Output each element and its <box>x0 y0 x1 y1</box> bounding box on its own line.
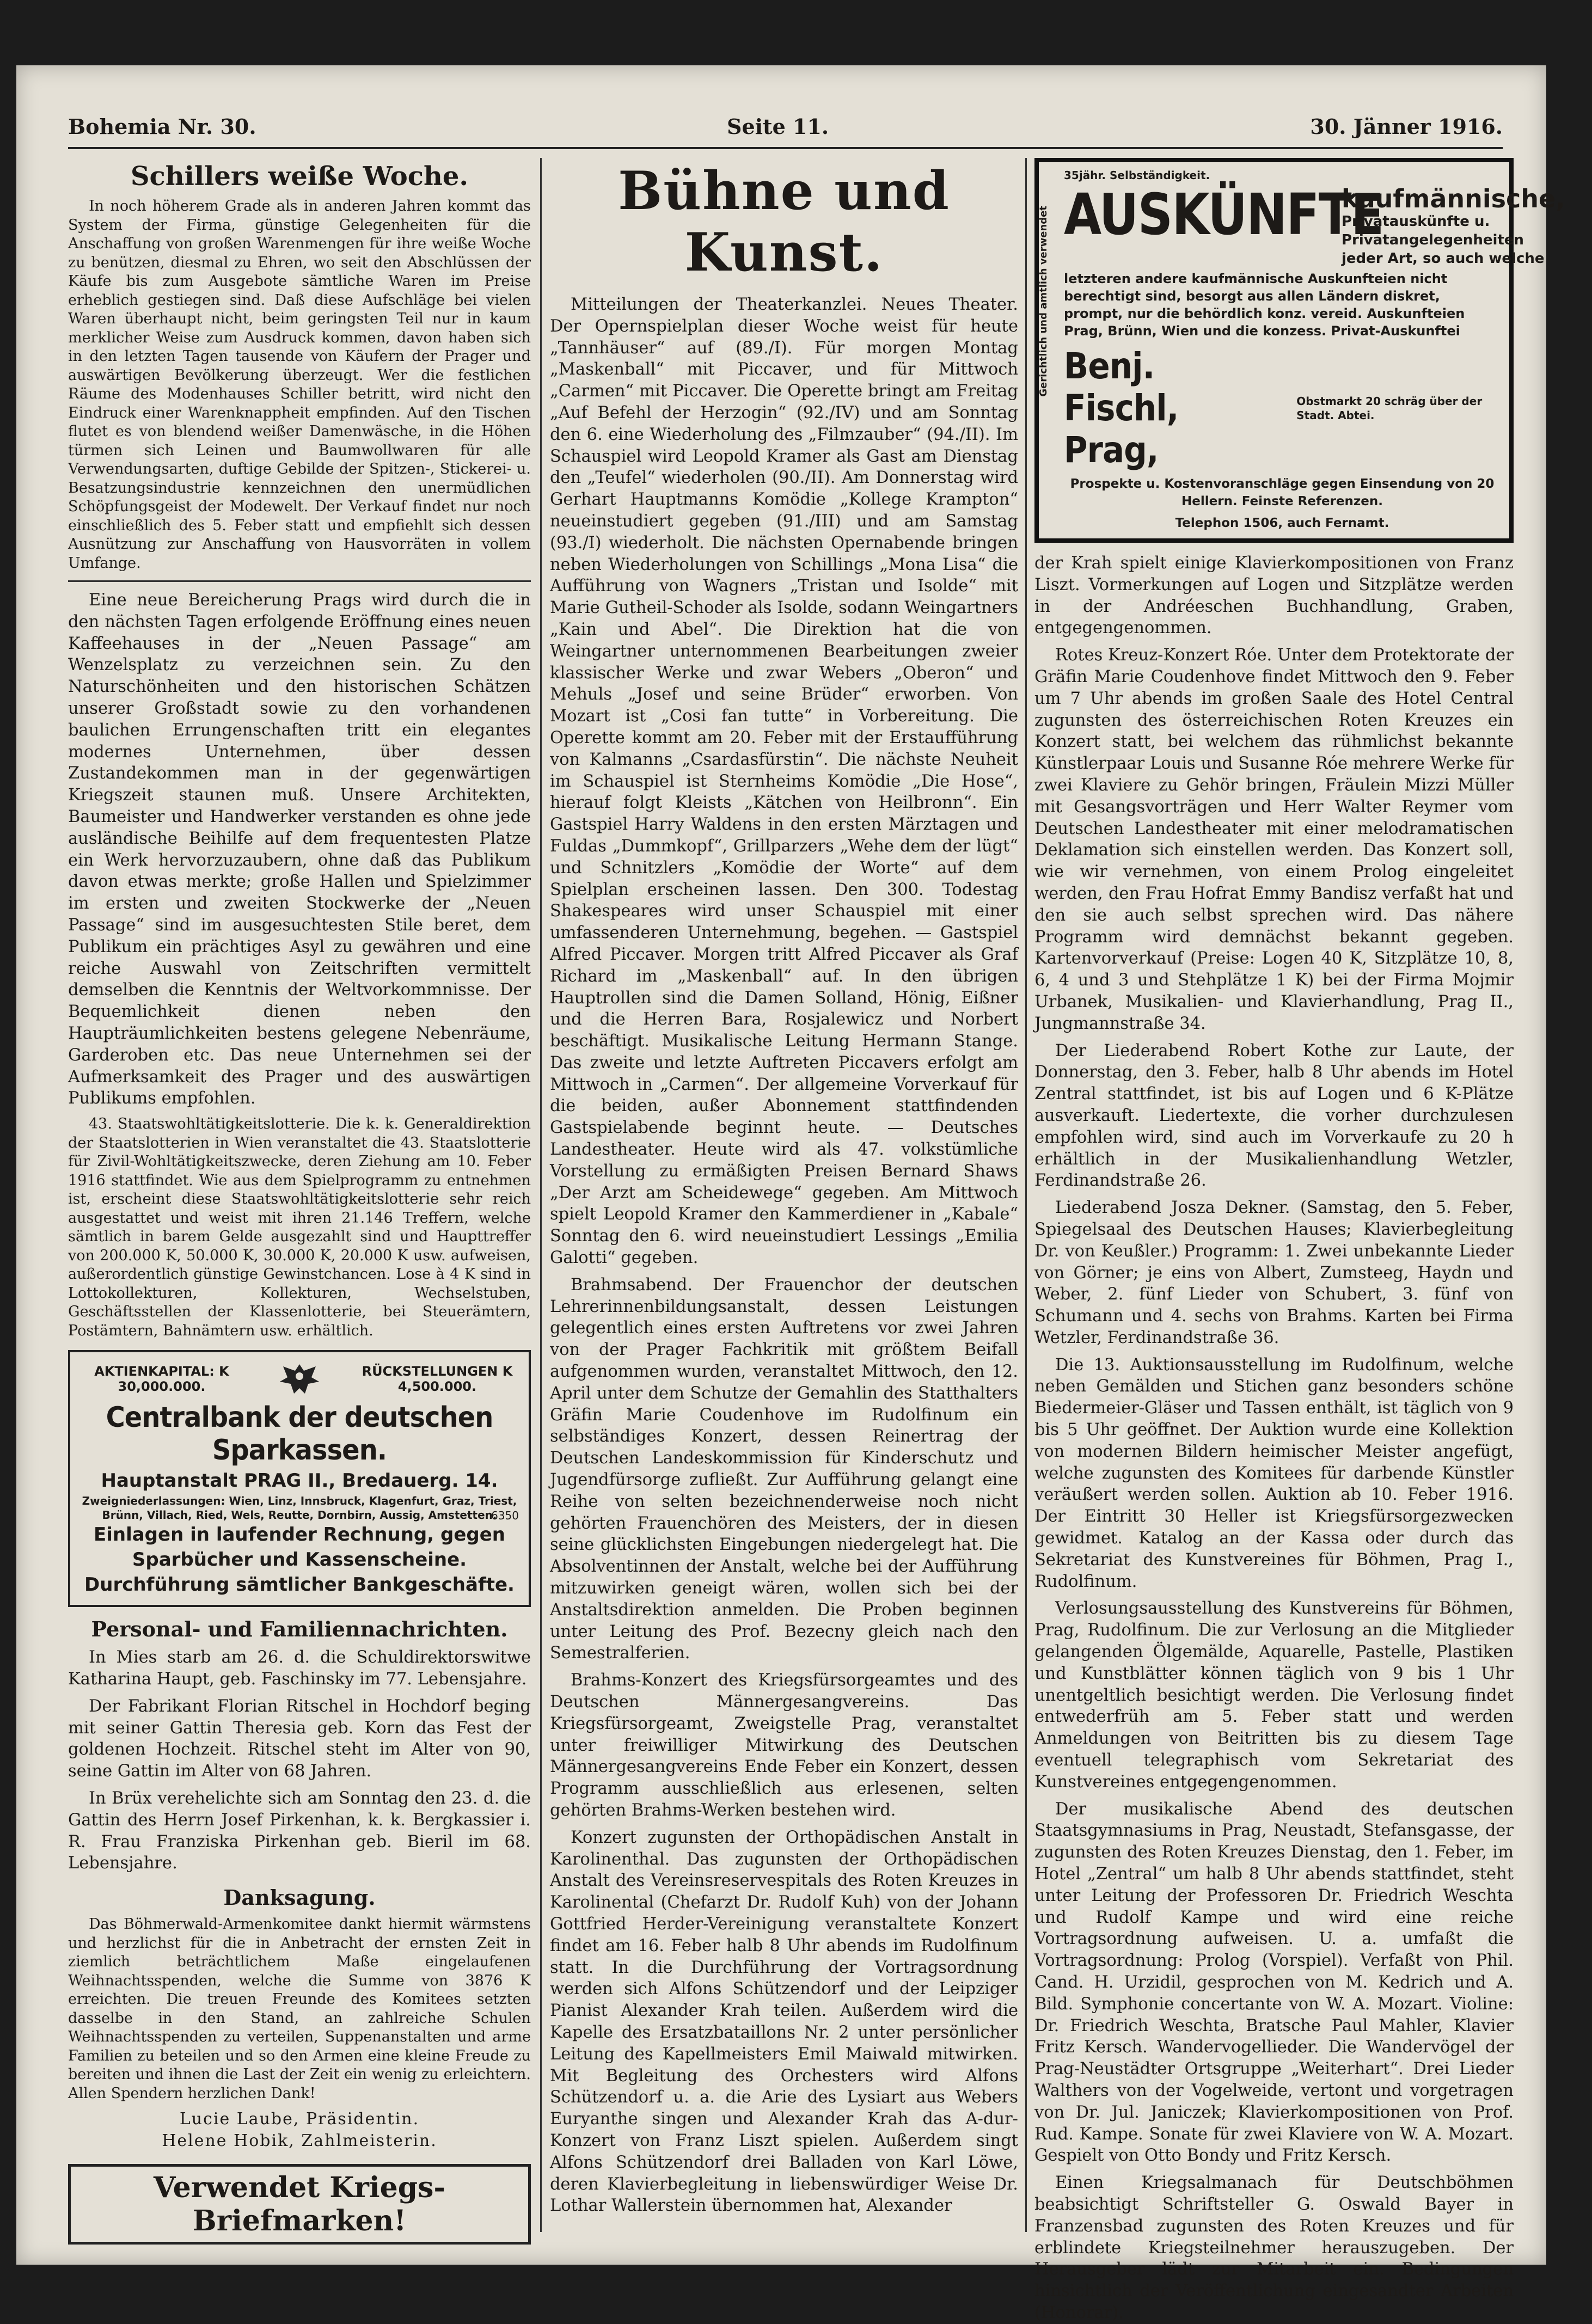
article-auktion: Die 13. Auktionsausstellung im Rudolfinum, welche neben Gemälden und Stichen ganz besonders schöne Biedermeier-Gläser und Tassen enthält, ist täglich von 9 bis 5 Uhr geöffnet. Der Auktion wurde eine Kollektion von modernen Bildern heimischer Meister angefügt, welche zugunsten des Komitees für darbende Künstler veräußert werden sollen. Auktion ab 10. Feber 1916. Der Eintritt 30 Heller ist Kriegsfürsorgezwecken gewidmet. Katalog an der Kassa oder durch das Sekretariat des Kunstvereines für Böhmen, Prag I., Rudolfinum. <box>1034 1355 1514 1591</box>
article-liederabend-kothe: Der Liederabend Robert Kothe zur Laute, der Donnerstag, den 3. Feber, halb 8 Uhr abends im Hotel Zentral stattfindet, ist bis auf Logen und 6 K-Plätze ausverkauft. Liedertexte, die vorher durchzulesen empfohlen wird, sind auch im Vorverkaufe zu 20 h erhältlich in der Musikalienhandlung Wetzler, Ferdinandstraße 26. <box>1034 1041 1514 1191</box>
article-title-weisse-woche: Schillers weiße Woche. <box>130 161 469 192</box>
bank-capital: AKTIENKAPITAL: K 30,000.000. <box>94 1364 229 1395</box>
article-orthopaedie: Konzert zugunsten der Orthopädischen Anstalt in Karolinenthal. Das zugunsten der Orthopädischen Anstalt des Vereinsreservespitals des Roten Kreuzes in Karolinental (Chefarzt Dr. Rudolf Kuh) von der Johann Gottfried Herder-Vereinigung veranstaltete Konzert findet am 16. Feber halb 8 Uhr abends im Rudolfinum statt. In die Durchführung der Vortragsordnung werden sich Alfons Schützendorf und der Leipziger Pianist Alexander Krah teilen. Außerdem wird die Kapelle des Ersatzbataillons Nr. 2 unter persönlicher Leitung des Kapellmeisters Emil Maiwald mitwirken. Mit Begleitung des Orchesters wird Alfons Schützendorf u. a. die Arie des Lysiart aus Webers Euryanthe singen und Alexander Krah das A-dur-Konzert von Franz Liszt spielen. Außerdem singt Alfons Schützendorf drei Balladen von Karl Löwe, deren Klavierbegleitung in liebenswürdiger Weise Dr. Lothar Wallerstein übernommen hat, Alexander <box>550 1828 1018 2216</box>
header-date: 30. Jänner 1916. <box>1310 114 1503 139</box>
personal-item-2: Der Fabrikant Florian Ritschel in Hochdorf beging mit seiner Gattin Theresia geb. Korn das Fest der goldenen Hochzeit. Ritschel steht im Alter von 90, seine Gattin im Alter von 68 Jahren. <box>68 1696 531 1781</box>
section-title-personal: Personal- und Familiennachrichten. <box>91 1617 508 1642</box>
article-lotterie: 43. Staatswohltätigkeitslotterie. Die k. k. Generaldirektion der Staatslotterien in Wien veranstaltet die 43. Staatslotterie für Zivil-Wohltätigkeitszwecke, deren Ziehung am 10. Feber 1916 stattfindet. Wie aus dem Spielprogramm zu entnehmen ist, erscheint diese Staatswohltätigkeitslotterie sehr reich ausgestattet und weist mit ihren 21.146 Treffern, welche sämtlich in barem Gelde ausgezahlt sind und Haupttreffer von 200.000 K, 50.000 K, 30.000 K, 20.000 K usw. aufweisen, außerordentlich günstige Gewinstchancen. Lose à 4 K sind in Lottokollekturen, Kollekturen, Wechselstuben, Geschäftsstellen der Klassenlotterie, bei Steuerämtern, Postämtern, Bahnämtern usw. erhältlich. <box>68 1115 531 1339</box>
column-2 <box>550 158 1018 2243</box>
header-page-number: Seite 11. <box>727 114 829 139</box>
section-title-danksagung: Danksagung. <box>223 1885 376 1910</box>
article-krah-cont: der Krah spielt einige Klavierkompositionen von Franz Liszt. Vormerkungen auf Logen und Sitzplätze werden in der Andréeschen Buchhandlung, Graben, entgegengenommen. <box>1034 554 1514 638</box>
article-kriegsalmanach: Einen Kriegsalmanach für Deutschböhmen beabsichtigt Schriftsteller G. Oswald Bayer in Franzensbad zugunsten des Roten Kreuzes und für erblindete Kriegsteilnehmer herauszugeben. Der Herausgeber lädt zur Mitarbeit ein. Bedingungen hinsichtlich der Veröffentlichung eingesandter Arbeiten (Honorar). <box>1034 2173 1514 2322</box>
personal-item-3: In Brüx verehelichte sich am Sonntag den 23. d. die Gattin des Herrn Josef Pirkenhan, k. k. Bergkassier i. R. Frau Franziska Pirkenhan geb. Bieril im 68. Lebensjahre. <box>68 1788 531 1873</box>
bank-name: Centralbank der deutschen Sparkassen. <box>106 1401 493 1467</box>
ausk-firm-name: Benj. Fischl, Prag, <box>1064 345 1179 471</box>
column-3 <box>1034 158 1565 2322</box>
article-rotes-kreuz-konzert: Rotes Kreuz-Konzert Róe. Unter dem Protektorate der Gräfin Marie Coudenhove findet Mittwoch den 9. Feber um 7 Uhr abends im großen Saale des Hotel Central zugunsten des österreichischen Roten Kreuzes ein Konzert statt, bei welchem das rühmlichst bekannte Künstlerpaar Louis und Susanne Róe mehrere Werke für zwei Klaviere zu Gehör bringen, Fräulein Mizzi Müller mit Gesangsvorträgen und Herr Walter Reymer vom Deutschen Landestheater mit einer melodramatischen Deklamation sich einstellen werden. Das Konzert soll, wie wir vernehmen, von einem Prolog eingeleitet werden, den Frau Hofrat Emmy Bandisz verfaßt hat und den sie auch selbst sprechen wird. Das nähere Programm wird demnächst bekannt gegeben. Kartenvorverkauf (Preise: Logen 40 K, Sitzplätze 10, 8, 6, 4 und 3 und Stehplätze 1 K) bei der Firma Mojmir Urbanek, Musikalien- und Klavierhandlung, Prag II., Jungmannstraße 34. <box>1034 646 1514 1033</box>
auskuenfte-advertisement <box>1034 158 1565 543</box>
article-musikabend: Der musikalische Abend des deutschen Staatsgymnasiums in Prag, Neustadt, Stefansgasse, der zugunsten des Roten Kreuzes Dienstag, den 1. Feber, im Hotel „Zentral“ um halb 8 Uhr abends stattfindet, steht unter Leitung der Professoren Dr. Friedrich Weschta und Rudolf Kampe und wird eine reiche Vortragsordnung aufweisen. U. a. umfaßt die Vortragsordnung: Prolog (Vorspiel). Verfaßt von Phil. Cand. H. Urzidil, gesprochen von M. Kedrich und A. Bild. Symphonie concertante von W. A. Mozart. Violine: Dr. Friedrich Weschta, Bratsche Paul Mahler, Klavier Fritz Kersch. Wandervogellieder. Die Wandervögel der Prag-Neustädter Ortsgruppe „Weiterhart“. Drei Lieder Walthers von der Vogelweide, vertont und vorgetragen von Dr. Jul. Janiczek; Klavierkompositionen von Prof. Rud. Kampe. Sonate für zwei Klaviere von W. A. Mozart. Gespielt von Otto Bondy und Fritz Kersch. <box>1034 1799 1514 2166</box>
kriegs-briefmarken-box: Verwendet Kriegs-Briefmarken! <box>68 2164 531 2245</box>
page-header <box>68 109 1503 149</box>
bank-branches: Zweigniederlassungen: Wien, Linz, Innsbruck, Klagenfurt, Graz, Triest, Brünn, Villach, Ried, Wels, Reutte, Dornbirn, Aussig, Amstetten. <box>82 1494 517 1522</box>
article-brahms-konzert: Brahms-Konzert des Kriegsfürsorgeamtes und des Deutschen Männergesangvereins. Das Kriegsfürsorgeamt, Zweigstelle Prag, veranstaltet unter freiwilliger Mitwirkung des Deutschen Männergesangvereins Ende Feber ein Konzert, dessen Programm ausschließlich aus erlesenen, selten gehörten Brahms-Werken bestehen wird. <box>550 1671 1018 1820</box>
signature-2: Helene Hobik, Zahlmeisterin. <box>162 2131 437 2151</box>
article-weisse-woche: In noch höherem Grade als in anderen Jahren kommt das System der Firma, günstige Gelegenheiten für die Anschaffung von großen Warenmengen für ihre weiße Woche zu benützen, diesmal zu Ehren, wo seit den Abschlüssen der Käufe bis zum Ausgebote sämtliche Waren im Preise erheblich gestiegen sind. Daß diese Aufschläge bei vielen Waren überhaupt nicht, beim geringsten Teil nur in kaum merklicher Weise zum Ausdruck kommen, davon haben sich in den letzten Tagen tausende von Käufern der Prager und auswärtigen Bevölkerung überzeugt. Wer die festlichen Räume des Modenhauses Schiller betritt, wird nicht den Eindruck einer Warenknappheit empfinden. Auf den Tischen flutet es von blendend weißer Damenwäsche, in die Höhen türmen sich Leinen und Baumwollwaren für alle Verwendungsarten, duftige Gebilde der Spitzen-, Stickerei- u. Besatzungsindustrie kennzeichnen den unermüdlichen Schöpfungsgeist der Modewelt. Der Verkauf findet nur noch einschließlich des 5. Feber statt und empfiehlt sich dessen Ausnützung zur Anschaffung von Hausvorräten in vollem Umfange. <box>68 198 531 572</box>
personal-item-1: In Mies starb am 26. d. die Schuldirektorswitwe Katharina Haupt, geb. Faschinsky im 77. Lebensjahre. <box>68 1648 531 1689</box>
article-brahmsabend: Brahmsabend. Der Frauenchor der deutschen Lehrerinnenbildungsanstalt, dessen Leistungen gelegentlich eines ersten Auftretens vor zwei Jahren von der Prager Fachkritik mit größtem Beifall aufgenommen wurden, veranstaltet Mittwoch, den 12. April unter dem Schutze der Gemahlin des Statthalters Gräfin Marie Coudenhove im Rudolfinum ein selbständiges Konzert, dessen Reinertrag der Deutschen Landeskommission für Kinderschutz und Jugendfürsorge zufließt. Zur Aufführung gelangt eine Reihe von selten bezeichnenderweise noch nicht gehörten Frauenchören des Meisters, der in diesen seine glücklichsten Eingebungen niedergelegt hat. Die Absolventinnen der Anstalt, welche bei der Aufführung mitzuwirken geneigt wären, wollen sich bei der Anstaltsdirektion anmelden. Die Proben beginnen unter Leitung des Prof. Bezecny gleich nach den Semestralferien. <box>550 1275 1018 1663</box>
article-theater: Mitteilungen der Theaterkanzlei. Neues Theater. Der Opernspielplan dieser Woche weist für heute „Tannhäuser“ auf (89./I). Für morgen Montag „Maskenball“ mit Piccaver, und für Mittwoch „Carmen“ mit Piccaver. Die Operette bringt am Freitag „Auf Befehl der Herzogin“ (92./IV) und am Sonntag den 6. eine Wiederholung des „Filmzauber“ (94./II). Im Schauspiel wird Leopold Kramer als Gast am Dienstag den „Teufel“ wiederholen (90./II). Am Donnerstag wird Gerhart Hauptmanns Komödie „Kollege Krampton“ neueinstudiert gegeben (91./III) und am Samstag (93./I) wiederholt. Die nächsten Opernabende bringen neben Wiederholungen von Schillings „Mona Lisa“ die Aufführung von Wagners „Tristan und Isolde“ mit Marie Gutheil-Schoder als Isolde, sodann Weingartners „Kain und Abel“. Die Direktion hat die von Weingartner unternommenen Bearbeitungen zweier klassischer Werke und zwar Webers „Oberon“ und Mehuls „Josef und seine Brüder“ erworben. Von Mozart ist „Cosi fan tutte“ in Vorbereitung. Die Operette kommt am 20. Feber mit der Erstaufführung von Kalmanns „Csardasfürstin“. Die nächste Neuheit im Schauspiel ist Sternheims Komödie „Die Hose“, hierauf folgt Kleists „Kätchen von Heilbronn“. Ein Gastspiel Harry Waldens in den ersten Märztagen und Fuldas „Dummkopf“, Grillparzers „Wehe dem der lügt“ und Schnitzlers „Komödie der Worte“ auf dem Spielplan erscheinen lassen. Den 300. Todestag Shakespeares wird unser Schauspiel mit einer umfassenderen Unternehmung, begehen. — Gastspiel Alfred Piccaver. Morgen tritt Alfred Piccaver als Graf Richard im „Maskenball“ auf. In den übrigen Hauptrollen sind die Damen Solland, Hönig, Eißner und die Herren Bara, Rosjalewicz und Norbert beschäftigt. Musikalische Leitung Hermann Stange. Das zweite und letzte Auftreten Piccavers erfolgt am Mittwoch in „Carmen“. Der allgemeine Vorverkauf für die beiden, außer Abonnement stattfindenden Gastspielabende beginnt heute. — Deutsches Landestheater. Heute wird als 47. volkstümliche Vorstellung zu ermäßigten Preisen Bernard Shaws „Der Arzt am Scheidewege“ gegeben. Am Mittwoch spielt Leopold Kramer den Kammerdiener in „Kabale“ Sonntag den 6. wird neueinstudiert Lessings „Emilia Galotti“ gegeben. <box>550 295 1018 1268</box>
ausk-vertical-note: Gerichtlich und amtlich verwendet <box>1038 206 1049 397</box>
bank-line-2: Sparbücher und Kassenscheine. <box>132 1549 467 1571</box>
column-1 <box>68 158 531 2243</box>
bank-ad-code: 6350 <box>491 1509 519 1523</box>
danksagung-text: Das Böhmerwald-Armenkomitee dankt hiermit wärmstens und herzlichst für die in Anbetracht der ernsten Zeit in ziemlich beträchtlichem Maße eingelaufenen Weihnachtsspenden, welche die Summe von 3876 K erreichten. Die treuen Freunde des Komitees setzten dasselbe in den Stand, an zahlreiche Schulen Weihnachtsspenden zu verteilen, Suppenanstalten und arme Familien zu beteilen und so den Armen eine kleine Freude zu bereiten und ihnen die Last der Zeit ein wenig zu erleichtern. Allen Spendern herzlichen Dank! <box>68 1916 531 2102</box>
ausk-body: letzteren andere kaufmännische Auskunfteien nicht berechtigt sind, besorgt aus allen Ländern diskret, prompt, nur die behördlich konz. vereid. Auskunfteien Prag, Brünn, Wien und die konzess. Privat-Auskunftei <box>1064 271 1465 339</box>
signature-1: Lucie Laube, Präsidentin. <box>179 2110 420 2129</box>
column-rule-1 <box>540 158 542 2232</box>
bank-advertisement <box>68 1350 531 1607</box>
ausk-footer-1: Prospekte u. Kostenvoranschläge gegen Einsendung von 20 Hellern. Feinste Referenzen. <box>1070 477 1495 508</box>
bank-reserves: RÜCKSTELLUNGEN K 4,500.000. <box>362 1364 513 1395</box>
ausk-footer-2: Telephon 1506, auch Fernamt. <box>1175 516 1389 530</box>
newspaper-page <box>16 65 1565 2322</box>
ausk-headline: AUSKÜNFTE <box>1064 181 1383 248</box>
ausk-firm-address: Obstmarkt 20 schräg über der Stadt. Abtei. <box>1296 394 1483 422</box>
bank-headquarters: Hauptanstalt PRAG II., Bredauerg. 14. <box>101 1470 498 1492</box>
bank-line-3: Durchführung sämtlicher Bankgeschäfte. <box>84 1574 515 1596</box>
section-title-buehne: Bühne und Kunst. <box>618 160 950 283</box>
ausk-side-1: kaufmännische, <box>1342 184 1565 213</box>
bank-line-1: Einlagen in laufender Rechnung, gegen <box>94 1524 505 1546</box>
divider <box>68 580 531 582</box>
ausk-top-line: 35jähr. Selbständigkeit. <box>1064 169 1210 182</box>
article-verlosung: Verlosungsausstellung des Kunstvereins für Böhmen, Prag, Rudolfinum. Die zur Verlosung an die Mitglieder gelangenden Ölgemälde, Aquarelle, Pastelle, Plastiken und Kunstblätter können täglich von 9 bis 1 Uhr unentgeltlich besichtigt werden. Die Verlosung findet entwederfrüh am 5. Feber statt und werden Anmeldungen von Beitritten bis zu diesem Tage eventuell telegraphisch vom Sekretariat des Kunstvereines entgegengenommen. <box>1034 1599 1514 1792</box>
column-rule-2 <box>1025 158 1027 2232</box>
eagle-emblem-icon <box>278 1360 321 1398</box>
article-liederabend-dekner: Liederabend Josza Dekner. (Samstag, den 5. Feber, Spiegelsaal des Deutschen Hauses; Klavierbegleitung Dr. von Keußler.) Programm: 1. Zwei unbekannte Lieder von Görner; je eins von Albert, Zumsteeg, Haydn und Weber, 2. fünf Lieder von Schubert, 3. fünf von Schumann und 4. sechs von Brahms. Karten bei Firma Wetzler, Ferdinandstraße 36. <box>1034 1198 1514 1347</box>
article-neue-passage: Eine neue Bereicherung Prags wird durch die in den nächsten Tagen erfolgende Eröffnung eines neuen Kaffeehauses in der „Neuen Passage“ am Wenzelsplatz zu verzeichnen sein. Zu den Naturschönheiten und den historischen Schätzen unserer Großstadt sowie zu den vorhandenen baulichen Errungenschaften tritt ein elegantes modernes Unternehmen, über dessen Zustandekommen man in der gegenwärtigen Kriegszeit staunen muß. Unsere Architekten, Baumeister und Handwerker verstanden es ohne jede ausländische Beihilfe auf dem frequentesten Platze ein Werk hervorzuzaubern, ohne daß das Publikum davon etwas merkte; große Hallen und Spielzimmer im ersten und zweiten Stockwerke der „Neuen Passage“ sind im ausgesuchtesten Stile beret, dem Publikum ein prächtiges Asyl zu gewähren und eine reiche Auswahl von Zeitschriften vermittelt demselben die Kenntnis der Weltvorkommnisse. Der Bequemlichkeit dienen neben den Haupträumlichkeiten bestens gelegene Nebenräume, Garderoben etc. Das neue Unternehmen sei der Aufmerksamkeit des Prager und des auswärtigen Publikums empfohlen. <box>68 591 531 1108</box>
ausk-side-2: Privatauskünfte u. Privatangelegenheiten jeder Art, so auch welche <box>1342 213 1545 267</box>
header-issue: Bohemia Nr. 30. <box>68 114 256 139</box>
